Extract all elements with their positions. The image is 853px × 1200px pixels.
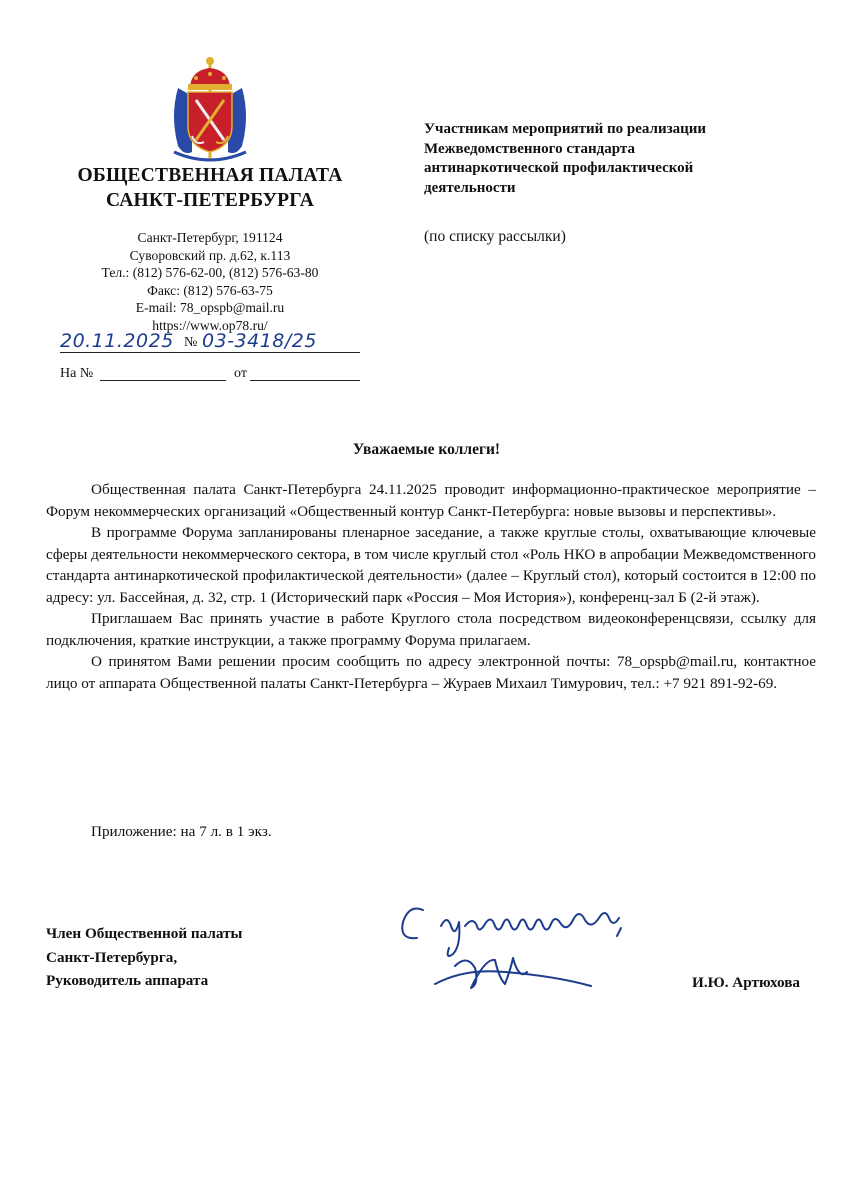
website-line: https://www.op78.ru/ [152, 317, 268, 333]
email-line: E-mail: 78_opspb@mail.ru [135, 300, 285, 316]
incoming-date-blank [250, 380, 360, 381]
recipient-line: антинаркотической профилактической [424, 160, 694, 176]
incoming-number-blank [100, 380, 226, 381]
recipient-line: Межведомственного стандарта [424, 140, 635, 157]
outgoing-date: 20.11.2025 [60, 330, 174, 352]
address-line: Санкт-Петербург, 191124 [137, 230, 283, 245]
outgoing-number-label: № [184, 335, 198, 350]
signatory-position [46, 922, 242, 993]
body-paragraph: Приглашаем Вас принять участие в работе Круглого стола посредством видеоконференцсвязи, ссылку для подключения, краткие инструкции, а также программу Форума прилагаем. [46, 610, 816, 649]
recipient-note: (по списку рассылки) [424, 228, 566, 245]
body-paragraph: Общественная палата Санкт-Петербурга 24.11.2025 проводит информационно-практическое мероприятие – Форум некоммерческих организаций «Общественный контур Санкт-Петербурга: новые вызовы и перспективы». [46, 481, 816, 520]
organization-title-line: ОБЩЕСТВЕННАЯ ПАЛАТА [77, 165, 343, 186]
signatory-name: И.Ю. Артюхова [692, 974, 801, 991]
signatory-position-line: Руководитель аппарата [46, 972, 209, 989]
body-paragraph: О принятом Вами решении просим сообщить по адресу электронной почты: 78_opspb@mail.ru, контактное лицо от аппарата Общественной палаты Санкт-Петербурга – Жураев Михаил Тимурович, тел.: +7 921 891-92-69. [46, 653, 816, 692]
address-block [60, 229, 360, 335]
outgoing-number: 03-3418/25 [202, 330, 317, 352]
incoming-date-label: от [234, 366, 247, 381]
recipient-block [424, 120, 804, 198]
fax-line: Факс: (812) 576-63-75 [147, 282, 273, 298]
attachment-note: Приложение: на 7 л. в 1 экз. [91, 823, 272, 840]
signatory-position-line: Санкт-Петербурга, [46, 948, 178, 966]
organization-title [40, 163, 380, 213]
address-line: Суворовский пр. д.62, к.113 [129, 247, 291, 263]
coat-of-arms-emblem [164, 56, 256, 166]
incoming-reference-line [60, 366, 360, 384]
recipient-line: Участникам мероприятий по реализации [424, 121, 707, 137]
outgoing-registration-line [60, 330, 360, 353]
recipient-line: деятельности [424, 179, 516, 196]
body-paragraph: В программе Форума запланированы пленарное заседание, а также круглые столы, охватывающие ключевые сферы деятельности некоммерческого сектора, в том числе круглый стол «Роль НКО в апробации Межведомственного стандарта антинаркотической профилактической деятельности» (далее – Круглый стол), который состоится в 12:00 по адресу: ул. Бассейная, д. 32, стр. 1 (Исторический парк «Россия – Моя История»), конференц-зал Б (2-й этаж). [46, 524, 816, 606]
organization-title-line: САНКТ-ПЕТЕРБУРГА [105, 190, 315, 211]
handwritten-signature [395, 888, 645, 998]
letter-greeting: Уважаемые коллеги! [352, 441, 501, 458]
phone-line: Тел.: (812) 576-62-00, (812) 576-63-80 [101, 265, 319, 281]
incoming-number-label: На № [60, 366, 94, 381]
letter-body [46, 479, 816, 694]
signatory-position-line: Член Общественной палаты [46, 925, 243, 942]
